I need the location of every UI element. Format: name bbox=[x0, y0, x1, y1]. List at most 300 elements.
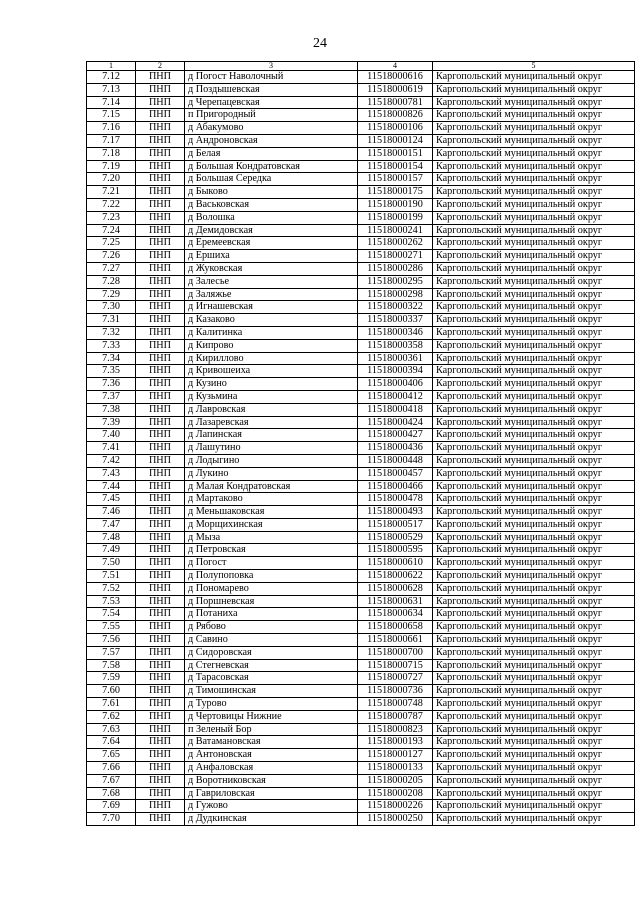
table-row bbox=[87, 787, 635, 800]
table-row bbox=[87, 467, 635, 480]
row-number-cell: 7.61 bbox=[87, 698, 136, 711]
table-row bbox=[87, 800, 635, 813]
code-cell: 11518000208 bbox=[358, 787, 433, 800]
table-row bbox=[87, 493, 635, 506]
settlement-name-cell: д Еремеевская bbox=[185, 237, 358, 250]
row-number-cell: 7.60 bbox=[87, 685, 136, 698]
district-cell: Каргопольский муниципальный округ bbox=[433, 416, 635, 429]
type-cell: ПНП bbox=[136, 813, 185, 826]
table-row bbox=[87, 173, 635, 186]
table-row bbox=[87, 122, 635, 135]
table-row bbox=[87, 736, 635, 749]
code-cell: 11518000295 bbox=[358, 275, 433, 288]
table-row bbox=[87, 723, 635, 736]
code-cell: 11518000241 bbox=[358, 224, 433, 237]
settlement-name-cell: д Поздышевская bbox=[185, 83, 358, 96]
district-cell: Каргопольский муниципальный округ bbox=[433, 326, 635, 339]
type-cell: ПНП bbox=[136, 96, 185, 109]
settlement-name-cell: д Чертовицы Нижние bbox=[185, 710, 358, 723]
type-cell: ПНП bbox=[136, 122, 185, 135]
code-cell: 11518000715 bbox=[358, 659, 433, 672]
row-number-cell: 7.40 bbox=[87, 429, 136, 442]
settlement-name-cell: д Малая Кондратовская bbox=[185, 480, 358, 493]
code-cell: 11518000466 bbox=[358, 480, 433, 493]
type-cell: ПНП bbox=[136, 326, 185, 339]
table-row bbox=[87, 390, 635, 403]
district-cell: Каргопольский муниципальный округ bbox=[433, 378, 635, 391]
settlement-name-cell: д Морщихинская bbox=[185, 518, 358, 531]
settlement-name-cell: д Гужово bbox=[185, 800, 358, 813]
type-cell: ПНП bbox=[136, 71, 185, 84]
table-row bbox=[87, 557, 635, 570]
settlement-name-cell: д Залесье bbox=[185, 275, 358, 288]
settlement-name-cell: д Воротниковская bbox=[185, 774, 358, 787]
type-cell: ПНП bbox=[136, 787, 185, 800]
district-cell: Каргопольский муниципальный округ bbox=[433, 429, 635, 442]
type-cell: ПНП bbox=[136, 480, 185, 493]
type-cell: ПНП bbox=[136, 710, 185, 723]
district-cell: Каргопольский муниципальный округ bbox=[433, 352, 635, 365]
type-cell: ПНП bbox=[136, 544, 185, 557]
type-cell: ПНП bbox=[136, 595, 185, 608]
table-row bbox=[87, 762, 635, 775]
row-number-cell: 7.33 bbox=[87, 339, 136, 352]
settlement-name-cell: д Васьковская bbox=[185, 198, 358, 211]
district-cell: Каргопольский муниципальный округ bbox=[433, 557, 635, 570]
type-cell: ПНП bbox=[136, 262, 185, 275]
table-row bbox=[87, 608, 635, 621]
table-body bbox=[87, 71, 635, 826]
settlement-name-cell: д Сидоровская bbox=[185, 646, 358, 659]
code-cell: 11518000727 bbox=[358, 672, 433, 685]
district-cell: Каргопольский муниципальный округ bbox=[433, 582, 635, 595]
table-row bbox=[87, 403, 635, 416]
code-cell: 11518000322 bbox=[358, 301, 433, 314]
district-cell: Каргопольский муниципальный округ bbox=[433, 787, 635, 800]
code-cell: 11518000337 bbox=[358, 314, 433, 327]
header-col-3: 3 bbox=[185, 62, 358, 71]
table-row bbox=[87, 326, 635, 339]
type-cell: ПНП bbox=[136, 83, 185, 96]
page-number: 24 bbox=[313, 36, 327, 51]
settlement-name-cell: д Быково bbox=[185, 186, 358, 199]
row-number-cell: 7.19 bbox=[87, 160, 136, 173]
type-cell: ПНП bbox=[136, 186, 185, 199]
table-row bbox=[87, 365, 635, 378]
type-cell: ПНП bbox=[136, 173, 185, 186]
type-cell: ПНП bbox=[136, 659, 185, 672]
type-cell: ПНП bbox=[136, 378, 185, 391]
type-cell: ПНП bbox=[136, 275, 185, 288]
code-cell: 11518000619 bbox=[358, 83, 433, 96]
code-cell: 11518000493 bbox=[358, 506, 433, 519]
district-cell: Каргопольский муниципальный округ bbox=[433, 749, 635, 762]
code-cell: 11518000406 bbox=[358, 378, 433, 391]
row-number-cell: 7.69 bbox=[87, 800, 136, 813]
row-number-cell: 7.48 bbox=[87, 531, 136, 544]
district-cell: Каргопольский муниципальный округ bbox=[433, 390, 635, 403]
district-cell: Каргопольский муниципальный округ bbox=[433, 288, 635, 301]
district-cell: Каргопольский муниципальный округ bbox=[433, 710, 635, 723]
type-cell: ПНП bbox=[136, 352, 185, 365]
type-cell: ПНП bbox=[136, 723, 185, 736]
settlement-name-cell: д Гавриловская bbox=[185, 787, 358, 800]
district-cell: Каргопольский муниципальный округ bbox=[433, 595, 635, 608]
code-cell: 11518000205 bbox=[358, 774, 433, 787]
district-cell: Каргопольский муниципальный округ bbox=[433, 762, 635, 775]
type-cell: ПНП bbox=[136, 506, 185, 519]
district-cell: Каргопольский муниципальный округ bbox=[433, 198, 635, 211]
code-cell: 11518000190 bbox=[358, 198, 433, 211]
code-cell: 11518000361 bbox=[358, 352, 433, 365]
type-cell: ПНП bbox=[136, 390, 185, 403]
row-number-cell: 7.47 bbox=[87, 518, 136, 531]
code-cell: 11518000823 bbox=[358, 723, 433, 736]
code-cell: 11518000106 bbox=[358, 122, 433, 135]
code-cell: 11518000517 bbox=[358, 518, 433, 531]
settlement-name-cell: д Лашутино bbox=[185, 442, 358, 455]
settlements-table bbox=[86, 61, 635, 826]
table-row bbox=[87, 749, 635, 762]
table-row bbox=[87, 250, 635, 263]
code-cell: 11518000595 bbox=[358, 544, 433, 557]
table-row bbox=[87, 621, 635, 634]
code-cell: 11518000358 bbox=[358, 339, 433, 352]
settlement-name-cell: д Волошка bbox=[185, 211, 358, 224]
row-number-cell: 7.34 bbox=[87, 352, 136, 365]
row-number-cell: 7.50 bbox=[87, 557, 136, 570]
type-cell: ПНП bbox=[136, 749, 185, 762]
row-number-cell: 7.65 bbox=[87, 749, 136, 762]
table-row bbox=[87, 582, 635, 595]
district-cell: Каргопольский муниципальный округ bbox=[433, 544, 635, 557]
row-number-cell: 7.62 bbox=[87, 710, 136, 723]
district-cell: Каргопольский муниципальный округ bbox=[433, 659, 635, 672]
settlement-name-cell: д Меньшаковская bbox=[185, 506, 358, 519]
table-row bbox=[87, 288, 635, 301]
table-row bbox=[87, 211, 635, 224]
type-cell: ПНП bbox=[136, 250, 185, 263]
type-cell: ПНП bbox=[136, 160, 185, 173]
district-cell: Каргопольский муниципальный округ bbox=[433, 570, 635, 583]
row-number-cell: 7.16 bbox=[87, 122, 136, 135]
district-cell: Каргопольский муниципальный округ bbox=[433, 339, 635, 352]
settlement-name-cell: д Рябово bbox=[185, 621, 358, 634]
table-row bbox=[87, 531, 635, 544]
row-number-cell: 7.43 bbox=[87, 467, 136, 480]
row-number-cell: 7.20 bbox=[87, 173, 136, 186]
table-row bbox=[87, 570, 635, 583]
table-row bbox=[87, 186, 635, 199]
table-row bbox=[87, 71, 635, 84]
row-number-cell: 7.17 bbox=[87, 134, 136, 147]
table-row bbox=[87, 672, 635, 685]
settlement-name-cell: д Жуковская bbox=[185, 262, 358, 275]
settlement-name-cell: д Анфаловская bbox=[185, 762, 358, 775]
code-cell: 11518000700 bbox=[358, 646, 433, 659]
row-number-cell: 7.37 bbox=[87, 390, 136, 403]
district-cell: Каргопольский муниципальный округ bbox=[433, 147, 635, 160]
district-cell: Каргопольский муниципальный округ bbox=[433, 442, 635, 455]
table-header bbox=[87, 62, 635, 71]
code-cell: 11518000199 bbox=[358, 211, 433, 224]
settlement-name-cell: д Казаково bbox=[185, 314, 358, 327]
code-cell: 11518000193 bbox=[358, 736, 433, 749]
settlement-name-cell: д Антоновская bbox=[185, 749, 358, 762]
code-cell: 11518000748 bbox=[358, 698, 433, 711]
settlement-name-cell: д Пономарево bbox=[185, 582, 358, 595]
code-cell: 11518000427 bbox=[358, 429, 433, 442]
header-col-1: 1 bbox=[87, 62, 136, 71]
code-cell: 11518000226 bbox=[358, 800, 433, 813]
district-cell: Каргопольский муниципальный округ bbox=[433, 723, 635, 736]
type-cell: ПНП bbox=[136, 147, 185, 160]
code-cell: 11518000631 bbox=[358, 595, 433, 608]
settlement-name-cell: д Потаниха bbox=[185, 608, 358, 621]
header-col-2: 2 bbox=[136, 62, 185, 71]
row-number-cell: 7.59 bbox=[87, 672, 136, 685]
settlement-name-cell: д Белая bbox=[185, 147, 358, 160]
district-cell: Каргопольский муниципальный округ bbox=[433, 531, 635, 544]
row-number-cell: 7.12 bbox=[87, 71, 136, 84]
type-cell: ПНП bbox=[136, 570, 185, 583]
district-cell: Каргопольский муниципальный округ bbox=[433, 96, 635, 109]
settlement-name-cell: д Андроновская bbox=[185, 134, 358, 147]
table-row bbox=[87, 454, 635, 467]
district-cell: Каргопольский муниципальный округ bbox=[433, 314, 635, 327]
settlement-name-cell: д Заляжье bbox=[185, 288, 358, 301]
type-cell: ПНП bbox=[136, 454, 185, 467]
row-number-cell: 7.57 bbox=[87, 646, 136, 659]
row-number-cell: 7.49 bbox=[87, 544, 136, 557]
table-row bbox=[87, 442, 635, 455]
type-cell: ПНП bbox=[136, 416, 185, 429]
settlement-name-cell: д Дудкинская bbox=[185, 813, 358, 826]
header-row bbox=[87, 62, 635, 71]
settlement-name-cell: д Тимошинская bbox=[185, 685, 358, 698]
district-cell: Каргопольский муниципальный округ bbox=[433, 365, 635, 378]
table-row bbox=[87, 275, 635, 288]
code-cell: 11518000262 bbox=[358, 237, 433, 250]
district-cell: Каргопольский муниципальный округ bbox=[433, 493, 635, 506]
row-number-cell: 7.15 bbox=[87, 109, 136, 122]
settlement-name-cell: д Тарасовская bbox=[185, 672, 358, 685]
district-cell: Каргопольский муниципальный округ bbox=[433, 634, 635, 647]
row-number-cell: 7.29 bbox=[87, 288, 136, 301]
type-cell: ПНП bbox=[136, 608, 185, 621]
row-number-cell: 7.36 bbox=[87, 378, 136, 391]
type-cell: ПНП bbox=[136, 557, 185, 570]
type-cell: ПНП bbox=[136, 224, 185, 237]
settlement-name-cell: д Большая Кондратовская bbox=[185, 160, 358, 173]
settlement-name-cell: д Погост Наволочный bbox=[185, 71, 358, 84]
row-number-cell: 7.32 bbox=[87, 326, 136, 339]
table-row bbox=[87, 262, 635, 275]
settlement-name-cell: д Турово bbox=[185, 698, 358, 711]
code-cell: 11518000154 bbox=[358, 160, 433, 173]
row-number-cell: 7.28 bbox=[87, 275, 136, 288]
type-cell: ПНП bbox=[136, 582, 185, 595]
table-row bbox=[87, 646, 635, 659]
district-cell: Каргопольский муниципальный округ bbox=[433, 109, 635, 122]
type-cell: ПНП bbox=[136, 314, 185, 327]
table-row bbox=[87, 698, 635, 711]
table-row bbox=[87, 134, 635, 147]
type-cell: ПНП bbox=[136, 403, 185, 416]
table-row bbox=[87, 710, 635, 723]
settlement-name-cell: д Ватамановская bbox=[185, 736, 358, 749]
district-cell: Каргопольский муниципальный округ bbox=[433, 774, 635, 787]
district-cell: Каргопольский муниципальный округ bbox=[433, 454, 635, 467]
code-cell: 11518000622 bbox=[358, 570, 433, 583]
table-row bbox=[87, 83, 635, 96]
row-number-cell: 7.64 bbox=[87, 736, 136, 749]
row-number-cell: 7.41 bbox=[87, 442, 136, 455]
district-cell: Каргопольский муниципальный округ bbox=[433, 83, 635, 96]
code-cell: 11518000661 bbox=[358, 634, 433, 647]
row-number-cell: 7.63 bbox=[87, 723, 136, 736]
type-cell: ПНП bbox=[136, 109, 185, 122]
table-row bbox=[87, 480, 635, 493]
code-cell: 11518000151 bbox=[358, 147, 433, 160]
table-row bbox=[87, 429, 635, 442]
header-col-4: 4 bbox=[358, 62, 433, 71]
table-row bbox=[87, 109, 635, 122]
district-cell: Каргопольский муниципальный округ bbox=[433, 736, 635, 749]
row-number-cell: 7.46 bbox=[87, 506, 136, 519]
row-number-cell: 7.55 bbox=[87, 621, 136, 634]
table-row bbox=[87, 813, 635, 826]
table-row bbox=[87, 198, 635, 211]
settlement-name-cell: д Кузино bbox=[185, 378, 358, 391]
code-cell: 11518000658 bbox=[358, 621, 433, 634]
code-cell: 11518000436 bbox=[358, 442, 433, 455]
table-row bbox=[87, 96, 635, 109]
row-number-cell: 7.35 bbox=[87, 365, 136, 378]
district-cell: Каргопольский муниципальный округ bbox=[433, 275, 635, 288]
table-row bbox=[87, 352, 635, 365]
settlement-name-cell: д Демидовская bbox=[185, 224, 358, 237]
type-cell: ПНП bbox=[136, 288, 185, 301]
settlement-name-cell: д Стегневская bbox=[185, 659, 358, 672]
row-number-cell: 7.24 bbox=[87, 224, 136, 237]
district-cell: Каргопольский муниципальный округ bbox=[433, 800, 635, 813]
code-cell: 11518000418 bbox=[358, 403, 433, 416]
district-cell: Каргопольский муниципальный округ bbox=[433, 211, 635, 224]
settlement-name-cell: д Кривошеиха bbox=[185, 365, 358, 378]
type-cell: ПНП bbox=[136, 493, 185, 506]
district-cell: Каргопольский муниципальный округ bbox=[433, 224, 635, 237]
type-cell: ПНП bbox=[136, 646, 185, 659]
table-row bbox=[87, 224, 635, 237]
code-cell: 11518000127 bbox=[358, 749, 433, 762]
type-cell: ПНП bbox=[136, 531, 185, 544]
code-cell: 11518000175 bbox=[358, 186, 433, 199]
code-cell: 11518000250 bbox=[358, 813, 433, 826]
row-number-cell: 7.42 bbox=[87, 454, 136, 467]
district-cell: Каргопольский муниципальный округ bbox=[433, 122, 635, 135]
district-cell: Каргопольский муниципальный округ bbox=[433, 250, 635, 263]
district-cell: Каргопольский муниципальный округ bbox=[433, 403, 635, 416]
code-cell: 11518000457 bbox=[358, 467, 433, 480]
code-cell: 11518000634 bbox=[358, 608, 433, 621]
district-cell: Каргопольский муниципальный округ bbox=[433, 608, 635, 621]
row-number-cell: 7.26 bbox=[87, 250, 136, 263]
district-cell: Каргопольский муниципальный округ bbox=[433, 672, 635, 685]
type-cell: ПНП bbox=[136, 301, 185, 314]
type-cell: ПНП bbox=[136, 339, 185, 352]
district-cell: Каргопольский муниципальный округ bbox=[433, 173, 635, 186]
code-cell: 11518000412 bbox=[358, 390, 433, 403]
row-number-cell: 7.39 bbox=[87, 416, 136, 429]
district-cell: Каргопольский муниципальный округ bbox=[433, 160, 635, 173]
table-row bbox=[87, 314, 635, 327]
settlement-name-cell: п Зеленый Бор bbox=[185, 723, 358, 736]
table-row bbox=[87, 301, 635, 314]
code-cell: 11518000298 bbox=[358, 288, 433, 301]
settlement-name-cell: д Большая Середка bbox=[185, 173, 358, 186]
type-cell: ПНП bbox=[136, 237, 185, 250]
district-cell: Каргопольский муниципальный округ bbox=[433, 301, 635, 314]
row-number-cell: 7.45 bbox=[87, 493, 136, 506]
table-row bbox=[87, 378, 635, 391]
settlement-name-cell: д Лапинская bbox=[185, 429, 358, 442]
type-cell: ПНП bbox=[136, 134, 185, 147]
type-cell: ПНП bbox=[136, 800, 185, 813]
type-cell: ПНП bbox=[136, 762, 185, 775]
district-cell: Каргопольский муниципальный округ bbox=[433, 186, 635, 199]
code-cell: 11518000286 bbox=[358, 262, 433, 275]
code-cell: 11518000529 bbox=[358, 531, 433, 544]
table-row bbox=[87, 160, 635, 173]
type-cell: ПНП bbox=[136, 621, 185, 634]
row-number-cell: 7.13 bbox=[87, 83, 136, 96]
district-cell: Каргопольский муниципальный округ bbox=[433, 813, 635, 826]
settlement-name-cell: д Савино bbox=[185, 634, 358, 647]
table-row bbox=[87, 147, 635, 160]
district-cell: Каргопольский муниципальный округ bbox=[433, 698, 635, 711]
district-cell: Каргопольский муниципальный округ bbox=[433, 685, 635, 698]
type-cell: ПНП bbox=[136, 429, 185, 442]
row-number-cell: 7.58 bbox=[87, 659, 136, 672]
settlement-name-cell: д Кириллово bbox=[185, 352, 358, 365]
district-cell: Каргопольский муниципальный округ bbox=[433, 506, 635, 519]
type-cell: ПНП bbox=[136, 198, 185, 211]
code-cell: 11518000346 bbox=[358, 326, 433, 339]
code-cell: 11518000628 bbox=[358, 582, 433, 595]
row-number-cell: 7.25 bbox=[87, 237, 136, 250]
table-row bbox=[87, 339, 635, 352]
code-cell: 11518000448 bbox=[358, 454, 433, 467]
district-cell: Каргопольский муниципальный округ bbox=[433, 237, 635, 250]
type-cell: ПНП bbox=[136, 211, 185, 224]
code-cell: 11518000133 bbox=[358, 762, 433, 775]
code-cell: 11518000736 bbox=[358, 685, 433, 698]
row-number-cell: 7.56 bbox=[87, 634, 136, 647]
district-cell: Каргопольский муниципальный округ bbox=[433, 134, 635, 147]
code-cell: 11518000424 bbox=[358, 416, 433, 429]
settlement-name-cell: д Ершиха bbox=[185, 250, 358, 263]
district-cell: Каргопольский муниципальный округ bbox=[433, 467, 635, 480]
table-row bbox=[87, 237, 635, 250]
code-cell: 11518000394 bbox=[358, 365, 433, 378]
settlement-name-cell: д Калитинка bbox=[185, 326, 358, 339]
row-number-cell: 7.30 bbox=[87, 301, 136, 314]
type-cell: ПНП bbox=[136, 467, 185, 480]
settlement-name-cell: д Полупоповка bbox=[185, 570, 358, 583]
row-number-cell: 7.51 bbox=[87, 570, 136, 583]
table-row bbox=[87, 634, 635, 647]
